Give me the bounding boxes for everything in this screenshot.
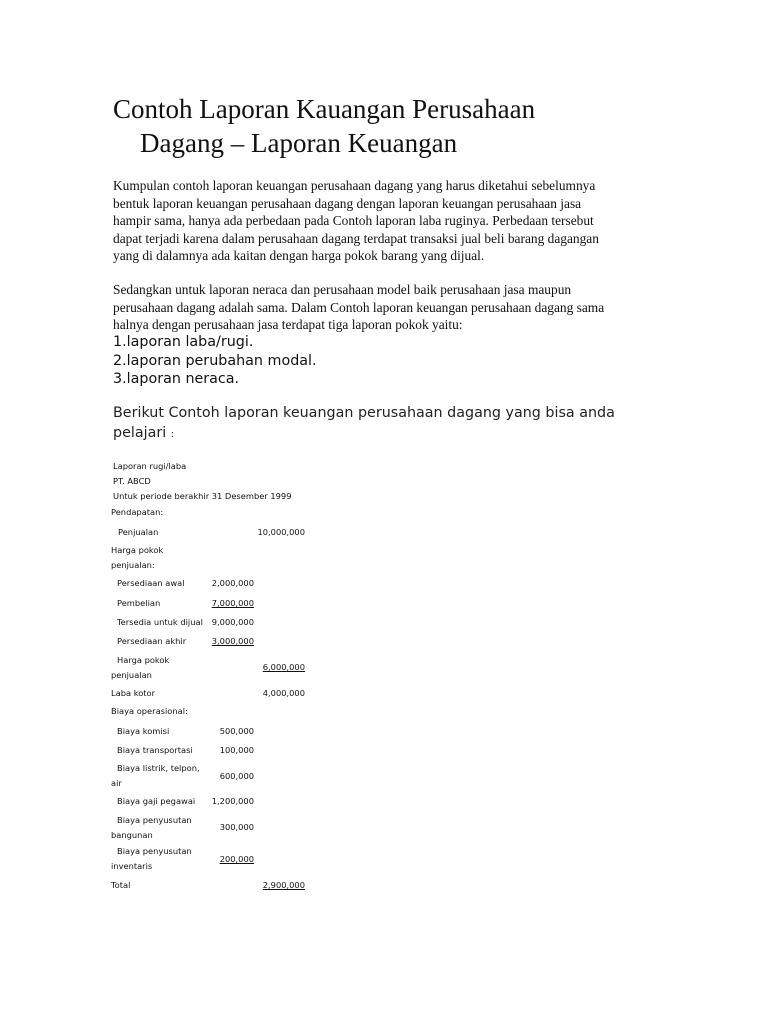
list-item: 3.laporan neraca. [113,371,240,387]
paragraph-2-line: perusahaan dagang adalah sama. Dalam Contoh laporan keuangan perusahaan dagang sama [113,299,605,315]
row-value-penjualan: 10,000,000 [257,527,305,537]
row-label-hpp-line1: Harga pokok [117,655,170,665]
report-header-title: Laporan rugi/laba [113,461,187,471]
row-label-komisi: Biaya komisi [117,726,170,736]
section-biaya-operasional: Biaya operasional: [111,706,188,716]
row-value-penyusutan-bangunan: 300,000 [219,822,254,832]
row-label-gaji: Biaya gaji pegawai [117,796,196,806]
paragraph-2-line: halnya dengan perusahaan jasa terdapat tiga laporan pokok yaitu: [113,317,463,332]
section-hpp-line2: penjualan: [111,560,155,570]
row-label-persediaan-akhir: Persediaan akhir [117,636,187,646]
row-value-persediaan-akhir: 3,000,000 [211,636,254,646]
row-label-tersedia: Tersedia untuk dijual [117,617,203,627]
row-label-laba-kotor: Laba kotor [111,688,156,698]
section-hpp-line1: Harga pokok [111,545,164,555]
row-value-persediaan-awal: 2,000,000 [211,578,254,588]
paragraph-1-line: yang di dalamnya ada kaitan dengan harga pokok barang yang dijual. [113,248,485,263]
title-line-2: Dagang – Laporan Keuangan [140,128,458,158]
row-value-tersedia: 9,000,000 [211,617,254,627]
row-value-gaji: 1,200,000 [211,796,254,806]
paragraph-2-line: Sedangkan untuk laporan neraca dan perusahaan model baik perusahaan jasa maupun [113,282,572,297]
row-label-hpp-line2: penjualan [111,670,152,680]
list-item: 2.laporan perubahan modal. [113,352,317,369]
row-label-penyusutan-inventaris-line2: inventaris [111,861,153,871]
report-header-company: PT. ABCD [113,476,151,486]
title-line-1: Contoh Laporan Kauangan Perusahaan [113,94,536,124]
row-label-pembelian: Pembelian [117,598,161,608]
paragraph-1-line: bentuk laporan keuangan perusahaan dagang dengan laporan keuangan perusahaan jasa [113,195,582,211]
row-value-total: 2,900,000 [262,880,305,890]
paragraph-1-line: dapat terjadi karena dalam perusahaan dagang terdapat transaksi jual beli barang dagangan [113,230,599,246]
paragraph-1-line: hampir sama, hanya ada perbedaan pada Contoh laporan laba ruginya. Perbedaan tersebut [113,213,594,228]
row-label-penjualan: Penjualan [118,527,159,537]
intro-line-1: Berikut Contoh laporan keuangan perusahaan dagang yang bisa anda [113,405,615,421]
row-value-penyusutan-inventaris: 200,000 [219,854,254,864]
intro-colon: : [170,429,175,440]
section-pendapatan: Pendapatan: [111,507,164,517]
row-label-listrik-line2: air [111,778,122,788]
row-value-listrik: 600,000 [219,771,254,781]
row-value-transportasi: 100,000 [219,745,254,755]
row-label-penyusutan-inventaris-line1: Biaya penyusutan [117,846,192,856]
row-label-penyusutan-bangunan-line2: bangunan [111,830,153,840]
row-value-hpp: 6,000,000 [262,662,305,672]
list-item: 1.laporan laba/rugi. [113,334,254,350]
row-label-listrik-line1: Biaya listrik, telpon, [117,763,200,773]
report-header-period: Untuk periode berakhir 31 Desember 1999 [113,491,292,501]
paragraph-1-line: Kumpulan contoh laporan keuangan perusahaan dagang yang harus diketahui sebelumnya [113,178,596,193]
row-value-komisi: 500,000 [219,726,254,736]
row-label-transportasi: Biaya transportasi [117,745,193,755]
intro-line-2-text: pelajari [113,425,167,441]
row-value-laba-kotor: 4,000,000 [262,688,305,698]
row-label-penyusutan-bangunan-line1: Biaya penyusutan [117,815,192,825]
row-label-total: Total [111,880,131,890]
row-value-pembelian: 7,000,000 [211,598,254,608]
row-label-persediaan-awal: Persediaan awal [117,578,185,588]
